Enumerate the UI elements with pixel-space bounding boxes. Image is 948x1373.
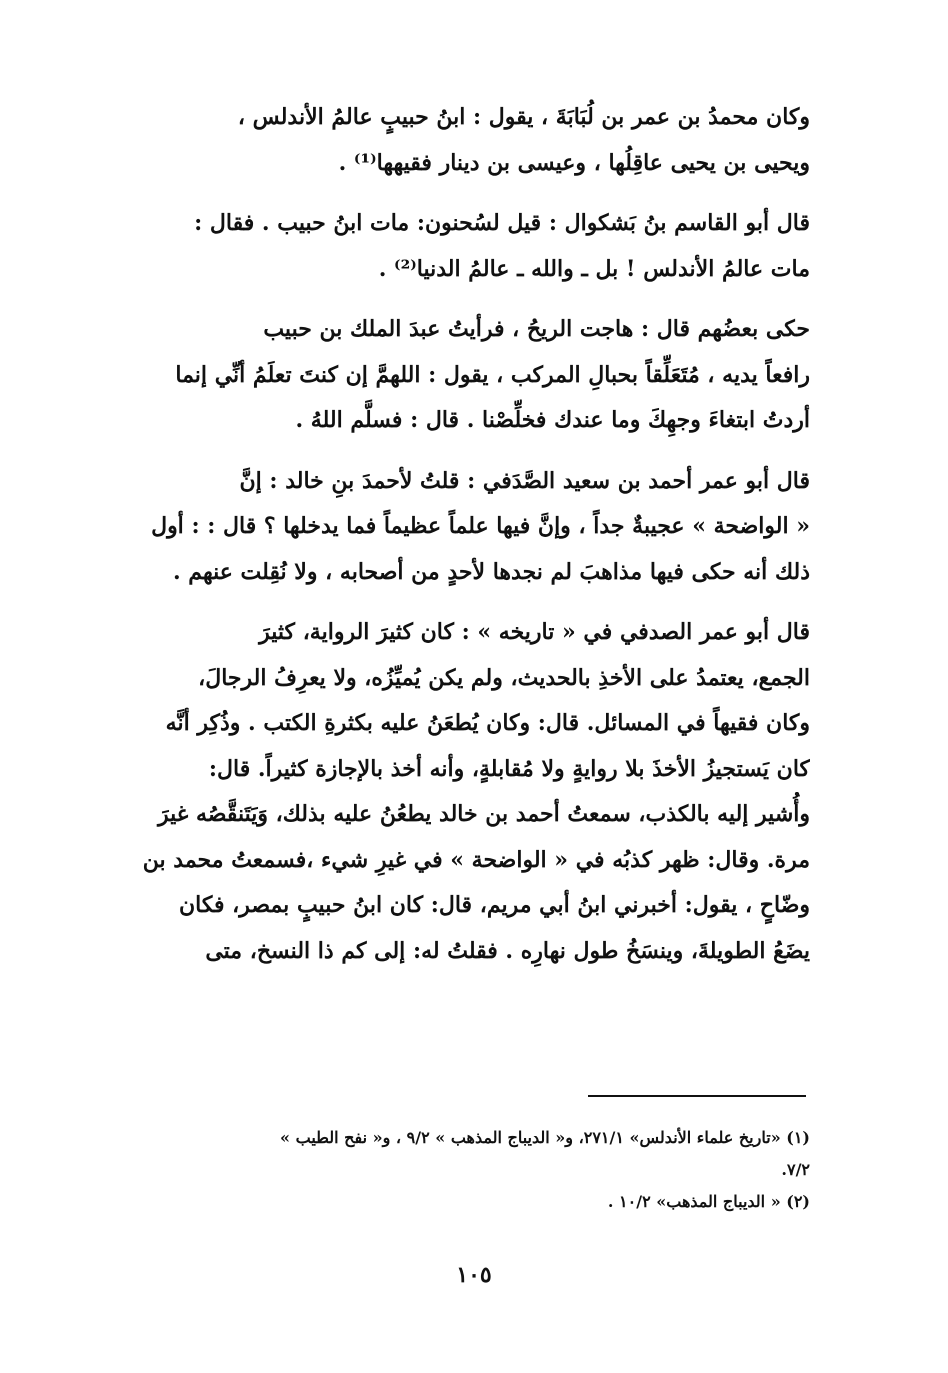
text-line: وضّاحٍ ، يقول: أخبرني ابنُ أبي مريم، قال: كان ابنُ حبيبٍ بمصر، فكان [178, 892, 810, 918]
main-text [140, 95, 810, 974]
text-line: قال أبو القاسم بنُ بَشكوال : قيل لسُحنون: مات ابنُ حبيب . فقال : [194, 210, 810, 236]
footnote-line: ٧/٢. [781, 1160, 810, 1179]
text-line: مات عالمُ الأندلس ! بل ـ والله ـ عالمُ الدنيا⁽²⁾ . [378, 255, 810, 282]
text-line: أردتُ ابتغاءَ وجهِكَ وما عندك فخلِّصْنا . قال : فسلَّم اللهُ . [295, 407, 810, 433]
text-line: كان يَستجيزُ الأخذَ بلا روايةٍ ولا مُقابلةٍ، وأنه أخذ بالإجازة كثيراً. قال: [208, 755, 810, 782]
text-line: يضَعُ الطويلةَ، وينسَخُ طول نهارِه . فقلتُ له: إلى كم ذا النسخ، متى [205, 937, 810, 964]
footnote-separator [588, 1095, 806, 1097]
text-line: ويحيى بن يحيى عاقِلُها ، وعيسى بن دينار فقيهها⁽¹⁾ . [338, 149, 810, 176]
text-line: وكان محمدُ بن عمر بن لُبَابَةَ ، يقول : ابنُ حبيبٍ عالمُ الأندلس ، [237, 104, 810, 130]
paragraph-4 [140, 459, 810, 596]
text-line: مرة. وقال: ظهر كذبُه في « الواضحة » في غيرِ شيء ،فسمعتُ محمد بن [142, 846, 810, 873]
text-line: رافعاً يديه ، مُتَعَلِّقاً بحبالِ المركب ، يقول : اللهمَّ إن كنتَ تعلَمُ أنِّي إنما [175, 361, 810, 388]
paragraph-3 [140, 307, 810, 444]
paragraph-5 [140, 610, 810, 974]
paragraph-1 [140, 95, 810, 186]
text-line: الجمع، يعتمدُ على الأخذِ بالحديث، ولم يكن يُميِّزُه، ولا يعرِفُ الرجالَ، [198, 664, 810, 691]
text-line: قال أبو عمر الصدفي في « تاريخه » : كان كثيرَ الرواية، كثيرَ [259, 619, 810, 645]
text-line: حكى بعضُهم قال : هاجت الريحُ ، فرأيتُ عبدَ الملك بن حبيب [263, 316, 810, 342]
footnote-line: (٢) « الديباج المذهب» ١٠/٢ . [607, 1192, 810, 1211]
paragraph-2 [140, 201, 810, 292]
footnote-line: (١) «تاريخ علماء الأندلس» ٢٧١/١، و« الديباج المذهب » ٩/٢ ، و« نفح الطيب » [280, 1128, 810, 1147]
text-line: وكان فقيهاً في المسائل. قال: وكان يُطعَنُ عليه بكثرةِ الكتب . وذُكِر أنَّه [165, 710, 810, 736]
text-line: وأُشير إليه بالكذب، سمعتُ أحمد بن خالد يطعُنُ عليه بذلك، وَيَتَنقَّصُه غيرَ [158, 801, 810, 827]
footnotes [140, 1122, 810, 1218]
text-line: ذلك أنه حكى فيها مذاهبَ لم نجدها لأحدٍ من أصحابه ، ولا نُقِلت عنهم . [172, 558, 810, 585]
page-number: ١٠٥ [456, 1262, 492, 1288]
text-line: « الواضحة » عجيبةٌ جداً ، وإنَّ فيها علماً عظيماً فما يدخلها ؟ قال : : أول [151, 513, 810, 539]
text-line: قال أبو عمر أحمد بن سعيد الصَّدَفي : قلتُ لأحمدَ بنِ خالد : إنَّ [239, 467, 810, 494]
